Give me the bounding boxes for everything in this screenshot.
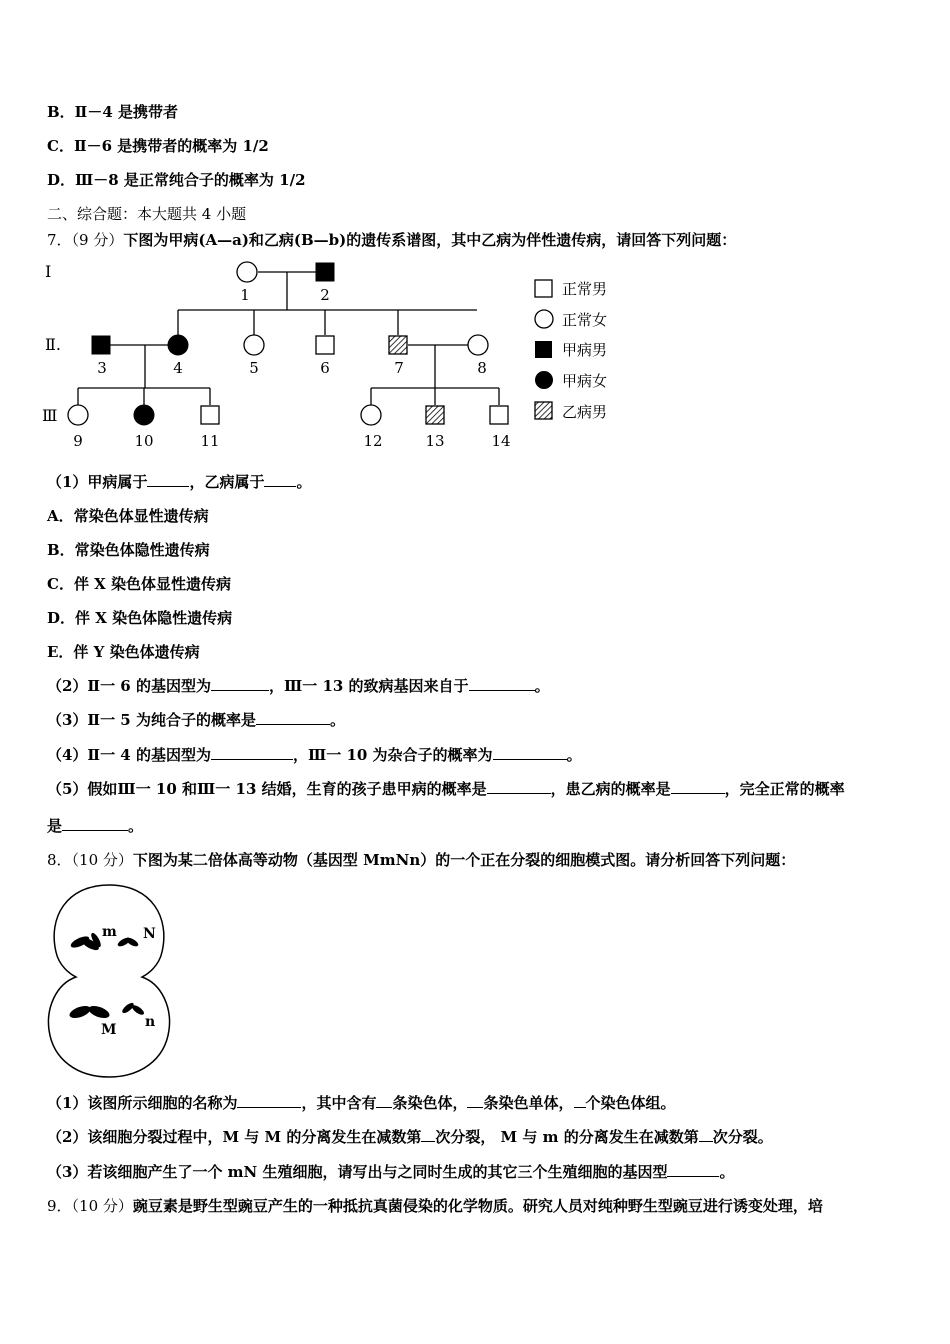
q7-part1-text-c: 。 bbox=[296, 473, 312, 491]
gene-label-n-upper: N bbox=[143, 926, 156, 942]
q7-part3 bbox=[47, 710, 345, 730]
q8-part2-text-b: 次分裂， M 与 m 的分离发生在减数第 bbox=[435, 1128, 699, 1146]
legend-label-normal-male: 正常男 bbox=[562, 280, 608, 298]
individual-3 bbox=[92, 336, 110, 354]
legend-disease-a-male-symbol bbox=[535, 341, 552, 358]
answer-blank[interactable] bbox=[211, 676, 269, 691]
individual-5 bbox=[244, 335, 264, 355]
individual-14 bbox=[490, 406, 508, 424]
individual-number-2: 2 bbox=[320, 286, 330, 304]
q7-part5-text-e: 。 bbox=[128, 817, 144, 835]
answer-blank[interactable] bbox=[147, 472, 189, 487]
option-b: B．Ⅱ－4 是携带者 bbox=[47, 103, 178, 121]
q7-part4-text-a: （4）Ⅱ一 4 的基因型为 bbox=[47, 746, 211, 764]
answer-blank[interactable] bbox=[671, 779, 725, 794]
gene-label-n: n bbox=[145, 1014, 156, 1030]
cell-division-diagram bbox=[44, 880, 174, 1080]
section-heading: 二、综合题：本大题共 4 小题 bbox=[47, 205, 247, 223]
option-d: D．Ⅲ－8 是正常纯合子的概率为 1/2 bbox=[47, 171, 306, 189]
legend-disease-b-male-symbol bbox=[535, 402, 552, 419]
answer-blank[interactable] bbox=[487, 779, 551, 794]
q7-part5-cont bbox=[47, 816, 143, 836]
q8-part2 bbox=[47, 1127, 773, 1147]
individual-number-12: 12 bbox=[363, 432, 383, 450]
q7-part2-text-b: ，Ⅲ一 13 的致病基因来自于 bbox=[268, 677, 469, 695]
q7-stem bbox=[47, 230, 736, 250]
q7-part5-text-a: （5）假如Ⅲ一 10 和Ⅲ一 13 结婚，生育的孩子患甲病的概率是 bbox=[47, 780, 487, 798]
individual-10 bbox=[134, 405, 154, 425]
individual-number-6: 6 bbox=[320, 359, 330, 377]
answer-blank[interactable] bbox=[467, 1093, 483, 1108]
q7-part5-text-d: 是 bbox=[47, 817, 63, 835]
individual-number-14: 14 bbox=[491, 432, 511, 450]
q7-choice-d: D．伴 X 染色体隐性遗传病 bbox=[47, 609, 233, 627]
q8-part1-text-d: 条染色单体， bbox=[483, 1094, 574, 1112]
q7-choice-e: E．伴 Y 染色体遗传病 bbox=[47, 643, 200, 661]
answer-blank[interactable] bbox=[421, 1127, 435, 1142]
q7-part4-text-c: 。 bbox=[566, 746, 582, 764]
individual-number-1: 1 bbox=[240, 286, 250, 304]
q7-number: 7．（9 分） bbox=[47, 231, 124, 249]
gene-label-m-upper: M bbox=[101, 1022, 117, 1038]
individual-1 bbox=[237, 262, 257, 282]
answer-blank[interactable] bbox=[493, 745, 567, 760]
individual-4 bbox=[168, 335, 188, 355]
q8-part3-text-a: （3）若该细胞产生了一个 mN 生殖细胞，请写出与之同时生成的其它三个生殖细胞的基因型 bbox=[47, 1163, 668, 1181]
q7-part5 bbox=[47, 779, 845, 799]
q7-part3-text-a: （3）Ⅱ一 5 为纯合子的概率是 bbox=[47, 711, 256, 729]
individual-number-3: 3 bbox=[97, 359, 107, 377]
legend-normal-female-symbol bbox=[535, 310, 553, 328]
q7-stem-text: 下图为甲病(A—a)和乙病(B—b)的遗传系谱图，其中乙病为伴性遗传病，请回答下列问题： bbox=[123, 231, 737, 249]
individual-9 bbox=[68, 405, 88, 425]
q9-number: 9．（10 分） bbox=[47, 1197, 133, 1215]
q8-part2-text-c: 次分裂。 bbox=[712, 1128, 773, 1146]
individual-number-7: 7 bbox=[394, 359, 404, 377]
legend-disease-a-female-symbol bbox=[535, 371, 553, 389]
individual-6 bbox=[316, 336, 334, 354]
answer-blank[interactable] bbox=[376, 1093, 392, 1108]
individual-number-5: 5 bbox=[249, 359, 259, 377]
individual-13 bbox=[426, 406, 444, 424]
q8-part1-text-a: （1）该图所示细胞的名称为 bbox=[47, 1094, 238, 1112]
individual-8 bbox=[468, 335, 488, 355]
q7-part1-text-a: （1）甲病属于 bbox=[47, 473, 148, 491]
q8-part1-text-b: ，其中含有 bbox=[301, 1094, 377, 1112]
q7-part5-text-c: ，完全正常的概率 bbox=[724, 780, 845, 798]
q8-number: 8．（10 分） bbox=[47, 851, 133, 869]
q9-stem bbox=[47, 1196, 823, 1216]
q7-part1 bbox=[47, 472, 311, 492]
q7-part2 bbox=[47, 676, 550, 696]
q7-part4-text-b: ，Ⅲ一 10 为杂合子的概率为 bbox=[292, 746, 493, 764]
q8-stem bbox=[47, 850, 795, 870]
q9-stem-text: 豌豆素是野生型豌豆产生的一种抵抗真菌侵染的化学物质。研究人员对纯种野生型豌豆进行诱变处理，培 bbox=[132, 1197, 823, 1215]
q8-part2-text-a: （2）该细胞分裂过程中，M 与 M 的分离发生在减数第 bbox=[47, 1128, 422, 1146]
q8-part1-text-c: 条染色体， bbox=[392, 1094, 468, 1112]
individual-number-11: 11 bbox=[200, 432, 220, 450]
individual-number-9: 9 bbox=[73, 432, 83, 450]
generation-label-2: Ⅱ. bbox=[45, 335, 61, 354]
individual-11 bbox=[201, 406, 219, 424]
q7-part4 bbox=[47, 745, 582, 765]
option-c: C．Ⅱ－6 是携带者的概率为 1/2 bbox=[47, 137, 269, 155]
pedigree-legend bbox=[535, 280, 607, 421]
answer-blank[interactable] bbox=[237, 1093, 301, 1108]
q7-choice-b: B．常染色体隐性遗传病 bbox=[47, 541, 210, 559]
gene-label-m: m bbox=[102, 924, 117, 940]
q7-part5-text-b: ，患乙病的概率是 bbox=[550, 780, 671, 798]
legend-label-disease-a-female: 甲病女 bbox=[562, 372, 608, 390]
q8-stem-text: 下图为某二倍体高等动物（基因型 MmNn）的一个正在分裂的细胞模式图。请分析回答下列问题： bbox=[132, 851, 796, 869]
q8-part1-text-e: 个染色体组。 bbox=[585, 1094, 676, 1112]
legend-label-normal-female: 正常女 bbox=[562, 311, 608, 329]
individual-number-13: 13 bbox=[425, 432, 445, 450]
pedigree-chart bbox=[40, 255, 630, 460]
answer-blank[interactable] bbox=[256, 710, 330, 725]
q7-choice-c: C．伴 X 染色体显性遗传病 bbox=[47, 575, 232, 593]
answer-blank[interactable] bbox=[574, 1093, 586, 1108]
legend-label-disease-a-male: 甲病男 bbox=[562, 341, 608, 359]
q8-part3-text-b: 。 bbox=[719, 1163, 735, 1181]
legend-label-disease-b-male: 乙病男 bbox=[562, 403, 608, 421]
answer-blank[interactable] bbox=[699, 1127, 713, 1142]
individual-12 bbox=[361, 405, 381, 425]
answer-blank[interactable] bbox=[667, 1162, 719, 1177]
q7-part3-text-b: 。 bbox=[329, 711, 345, 729]
individual-number-10: 10 bbox=[134, 432, 154, 450]
q7-part2-text-c: 。 bbox=[534, 677, 550, 695]
generation-label-3: Ⅲ bbox=[42, 406, 58, 425]
individual-7 bbox=[389, 336, 407, 354]
individual-number-8: 8 bbox=[477, 359, 487, 377]
answer-blank[interactable] bbox=[62, 816, 128, 831]
q7-part1-text-b: ，乙病属于 bbox=[189, 473, 265, 491]
q7-choice-a: A．常染色体显性遗传病 bbox=[47, 507, 209, 525]
generation-label-1: Ⅰ bbox=[45, 262, 52, 281]
answer-blank[interactable] bbox=[211, 745, 293, 760]
answer-blank[interactable] bbox=[469, 676, 535, 691]
q8-part3 bbox=[47, 1162, 734, 1182]
individual-2 bbox=[316, 263, 334, 281]
individual-number-4: 4 bbox=[173, 359, 183, 377]
legend-normal-male-symbol bbox=[535, 280, 552, 297]
answer-blank[interactable] bbox=[264, 472, 296, 487]
q7-part2-text-a: （2）Ⅱ一 6 的基因型为 bbox=[47, 677, 211, 695]
q8-part1 bbox=[47, 1093, 676, 1113]
